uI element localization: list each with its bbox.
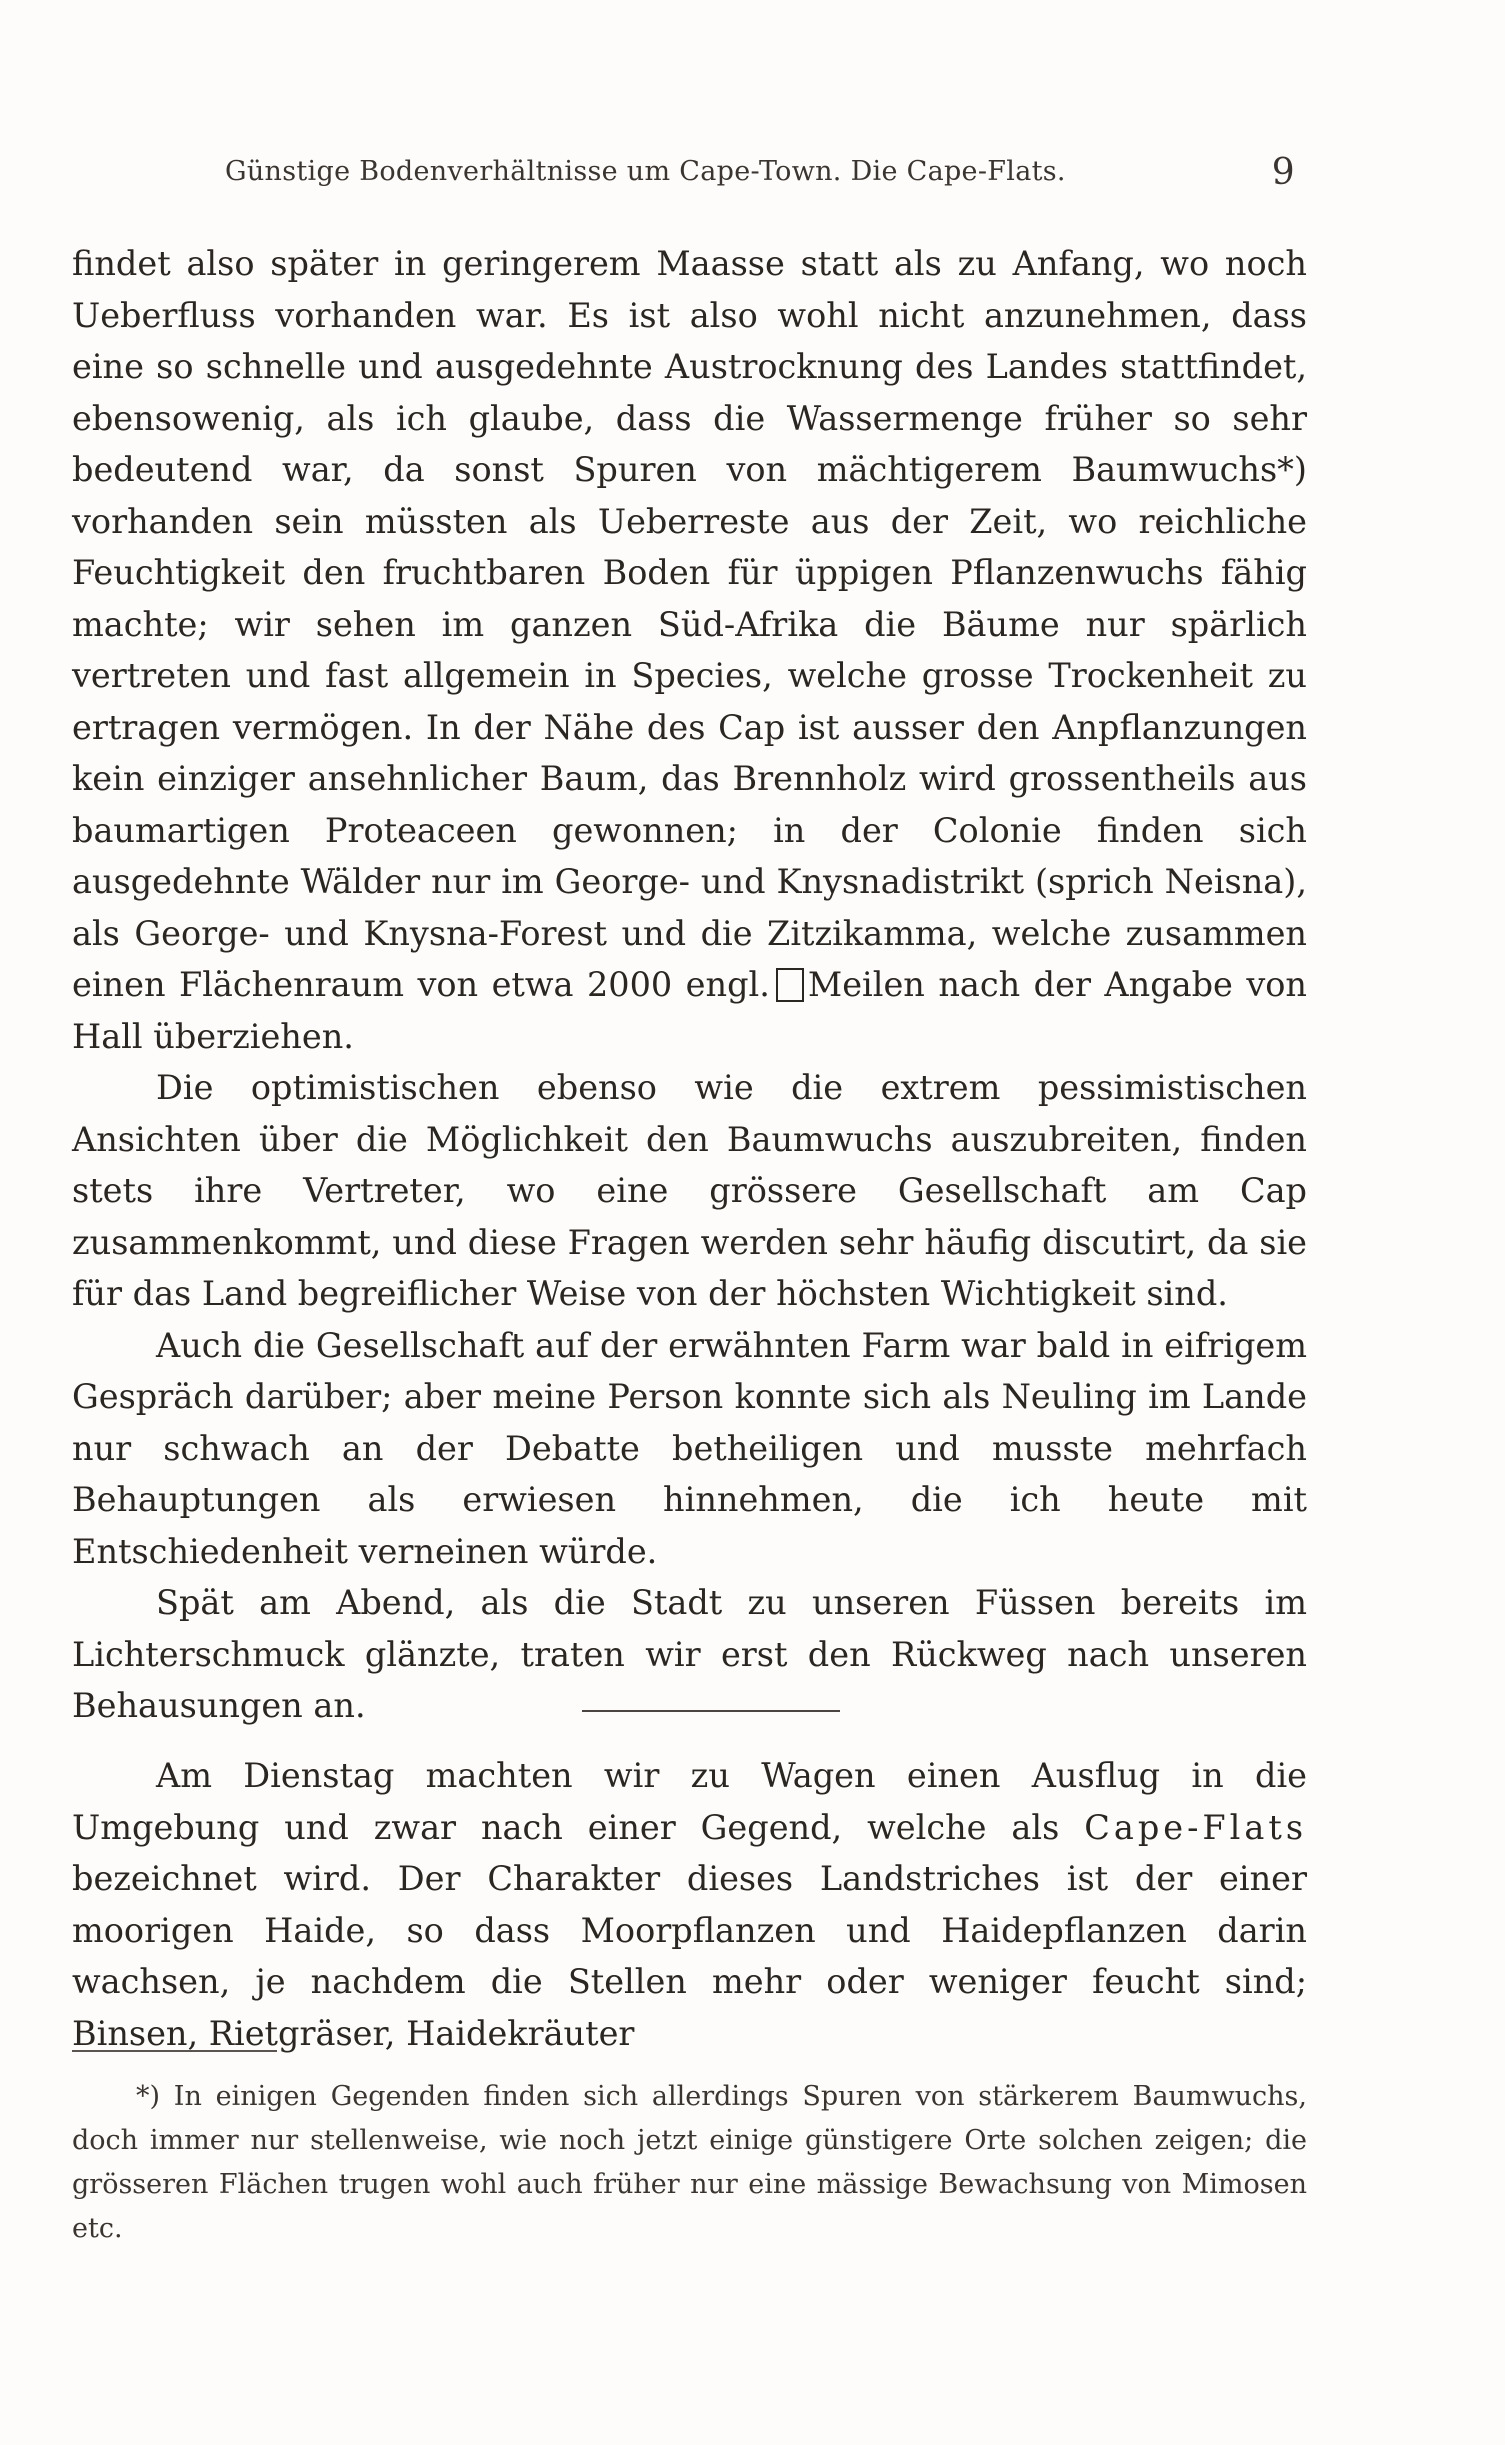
cape-flats-term: Cape-Flats: [1084, 1807, 1308, 1847]
square-symbol-icon: [776, 968, 804, 1002]
paragraph-5-start: Am Dienstag machten wir zu Wagen einen Ausflug in die Umgebung und zwar nach einer Gegend, welche als: [72, 1756, 1307, 1847]
footnote-block: [72, 2075, 1307, 2251]
footnote-text: *) In einigen Gegenden finden sich allerdings Spuren von stärkerem Baumwuchs, doch immer nur stellenweise, wie noch jetzt einige günstigere Orte solchen zeigen; die grösseren Flächen trugen wohl auch früher nur eine mässige Bewachsung von Mimosen etc.: [72, 2081, 1307, 2244]
main-text-block: [72, 238, 1307, 1732]
running-title: Günstige Bodenverhältnisse um Cape-Town. Die Cape-Flats.: [225, 156, 1066, 187]
paragraph-3: Auch die Gesellschaft auf der erwähnten Farm war bald in eifrigem Gespräch darüber; aber meine Person konnte sich als Neuling im Lande nur schwach an der Debatte betheiligen und musste mehrfach Behauptungen als erwiesen hinnehmen, die ich heute mit Entschiedenheit verneinen würde.: [72, 1325, 1307, 1571]
running-header: [225, 152, 1295, 196]
page-number: 9: [1271, 152, 1295, 193]
paragraph-1-tail: Meilen nach der Angabe von Hall überziehen.: [72, 965, 1308, 1056]
paragraph-5-end: bezeichnet wird. Der Charakter dieses Landstriches ist der einer moorigen Haide, so dass Moorpflanzen und Haidepflanzen darin wachsen, je nachdem die Stellen mehr oder weniger feucht sind; Binsen, Rietgräser, Haidekräuter: [72, 1859, 1307, 2053]
second-text-block: [72, 1750, 1307, 2059]
paragraph-1: [72, 238, 1307, 1062]
footnote-divider: [72, 2050, 277, 2052]
paragraph-1-text: findet also später in geringerem Maasse statt als zu Anfang, wo noch Ueberfluss vorhanden war. Es ist also wohl nicht anzunehmen, dass eine so schnelle und ausgedehnte Austrocknung des Landes stattfindet, ebensowenig, als ich glaube, dass die Wassermenge früher so sehr bedeutend war, da sonst Spuren von mächtigerem Baumwuchs*) vorhanden sein müssten als Ueberreste aus der Zeit, wo reichliche Feuchtigkeit den fruchtbaren Boden für üppigen Pflanzenwuchs fähig machte; wir sehen im ganzen Süd-Afrika die Bäume nur spärlich vertreten und fast allgemein in Species, welche grosse Trockenheit zu ertragen vermögen. In der Nähe des Cap ist ausser den Anpflanzungen kein einziger ansehnlicher Baum, das Brennholz wird grossentheils aus baumartigen Proteaceen gewonnen; in der Colonie finden sich ausgedehnte Wälder nur im George- und Knysnadistrikt (sprich Neisna), als George- und Knysna-Forest und die Zitzikamma, welche zusammen einen Flächenraum von etwa 2000 engl.: [72, 244, 1307, 1004]
section-divider: [582, 1710, 840, 1712]
paragraph-2: Die optimistischen ebenso wie die extrem pessimistischen Ansichten über die Möglichkeit den Baumwuchs auszubreiten, finden stets ihre Vertreter, wo eine grössere Gesellschaft am Cap zusammenkommt, und diese Fragen werden sehr häufig discutirt, da sie für das Land begreiflicher Weise von der höchsten Wichtigkeit sind.: [72, 1068, 1307, 1313]
paragraph-5: [72, 1750, 1307, 2059]
paragraph-4: Spät am Abend, als die Stadt zu unseren Füssen bereits im Lichterschmuck glänzte, traten wir erst den Rückweg nach unseren Behausungen an.: [72, 1583, 1307, 1725]
